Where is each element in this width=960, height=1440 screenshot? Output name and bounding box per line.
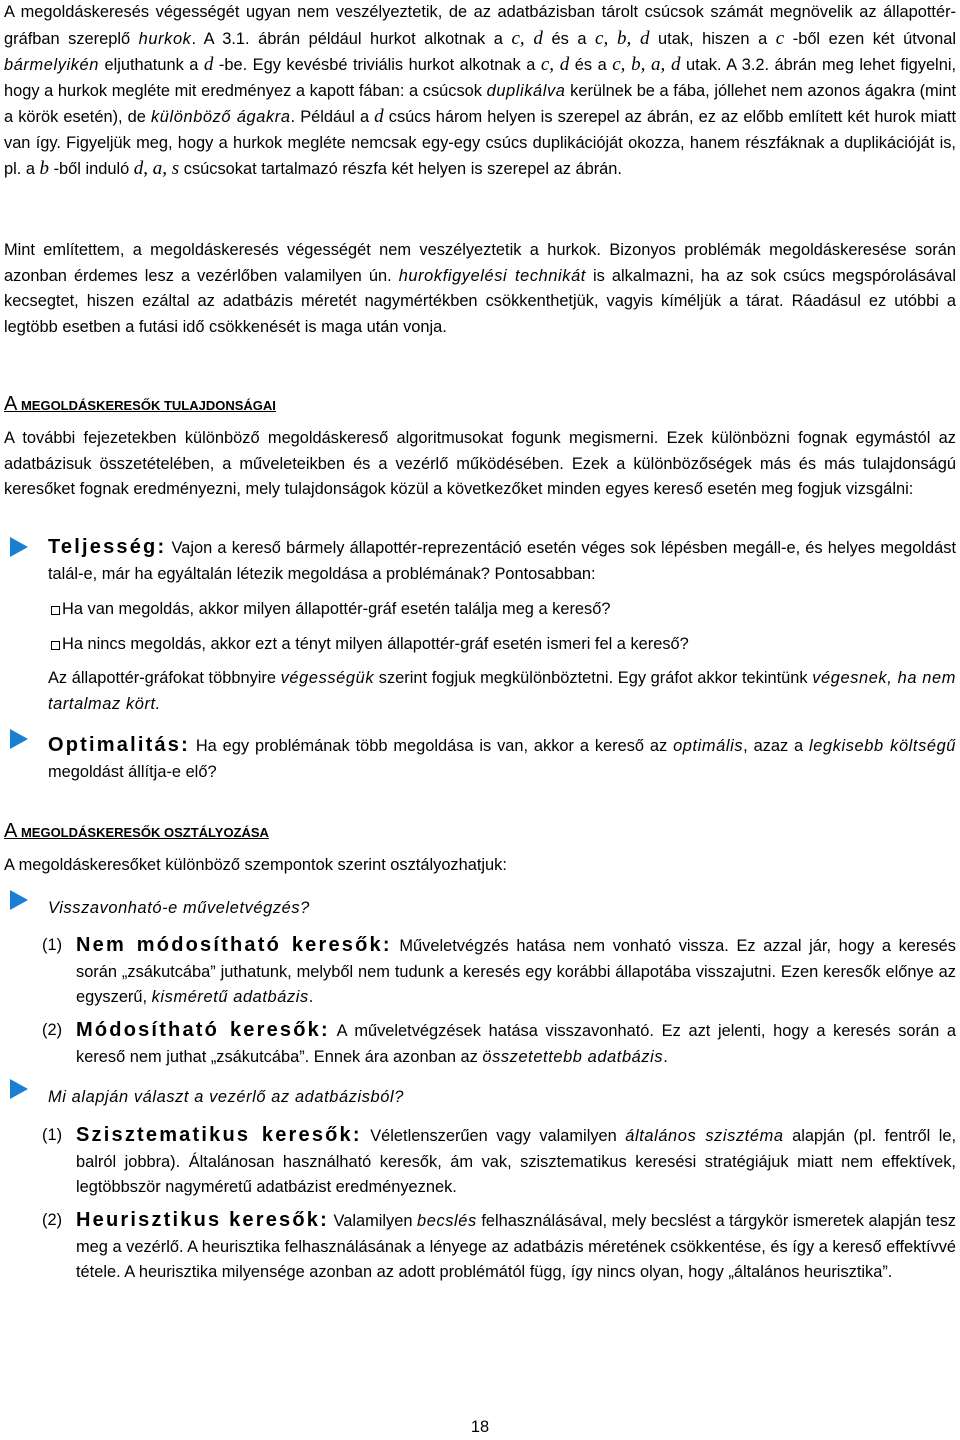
square-bullet-icon xyxy=(51,606,60,615)
term-heuristic: Heurisztikus keresők: xyxy=(76,1209,329,1231)
arrow-bullet-icon xyxy=(10,537,28,557)
question-selection-basis: Mi alapján választ a vezérlő az adatbázisból? xyxy=(4,1085,956,1111)
list-item-systematic-search: (1) Szisztematikus keresők: Véletlenszerűen vagy valamilyen általános szisztéma alapján (pl. fentről le, balról jobbra). Általánosan használható keresők, ám vak, szisztematikus keresési stratégiájuk miatt nem effektívek, legtöbbször nagyméretű adatbázist eredményeznek. xyxy=(42,1124,957,1196)
square-bullet-icon xyxy=(51,641,60,650)
term-irreversible: Nem módosítható keresők: xyxy=(76,934,392,956)
list-item-no-solution: Ha nincs megoldás, akkor ezt a tényt milyen állapottér-gráf esetén ismeri fel a kereső? xyxy=(4,632,956,658)
list-item-completeness: Teljesség: Vajon a kereső bármely állapottér-reprezentáció esetén véges sok lépésben megáll-e, és helyes megoldást talál-e, már ha egyáltalán létezik megoldása a problémának? Pontosabban: xyxy=(4,535,956,587)
list-item-optimality: Optimalitás: Ha egy problémának több megoldása is van, akkor a kereső az optimális, azaz a legkisebb költségű megoldást állítja-e elő? xyxy=(4,733,956,785)
term-optimality: Optimalitás: xyxy=(48,734,190,756)
paragraph-graph-finiteness: Az állapottér-gráfokat többnyire végességük szerint fogjuk megkülönböztetni. Egy gráfot akkor tekintünk végesnek, ha nem tartalmaz kört. xyxy=(48,669,956,713)
list-item-solution-exists: Ha van megoldás, akkor milyen állapottér-gráf esetén találja meg a kereső? xyxy=(4,597,956,623)
paragraph-properties-intro: A további fejezetekben különböző megoldáskereső algoritmusokat fogunk megismerni. Ezek különbözni fognak egymástól az adatbázisuk összetételében, a műveleteikben és a vezérlő működésében. Ezek a különbözőségek más és más tulajdonságú keresőket fognak eredményezni, mely tulajdonságok közül a következőket minden egyes kereső esetén meg fogjuk vizsgálni: xyxy=(4,429,956,498)
section-heading-classification: A MEGOLDÁSKERESŐK OSZTÁLYOZÁSA xyxy=(4,820,269,842)
arrow-bullet-icon xyxy=(10,890,28,910)
arrow-bullet-icon xyxy=(10,729,28,749)
term-completeness: Teljesség: xyxy=(48,536,167,558)
term-systematic: Szisztematikus keresők: xyxy=(76,1124,362,1146)
list-item-reversible-search: (2) Módosítható keresők: A műveletvégzések hatása visszavonható. Ez azt jelenti, hogy a keresés során a kereső nem juthat „zsákutcába”. Ennek ára azonban az összetettebb adatbázis. xyxy=(42,1019,957,1066)
list-item-irreversible-search: (1) Nem módosítható keresők: Műveletvégzés hatása nem vonható vissza. Ez azzal jár, hogy a keresés során „zsákutcába” juthatunk, melyből nem tudunk a keresés egy korábbi állapotába visszajutni. Ezen keresők előnye az egyszerű, kisméretű adatbázis. xyxy=(42,934,956,1006)
paragraph-loop-detection: Mint említettem, a megoldáskeresés végességét nem veszélyeztetik a hurkok. Bizonyos problémák megoldáskeresése során azonban érdemes lesz a vezérlőben valamilyen ún. hurokfigyelési technikát is alkalmazni, ha az sok csúcs megspórolásával kecsegtet, hiszen ezáltal az adatbázis méretét nagymértékben csökkenthetjük, vagyis kíméljük a tárat. Ráadásul ez utóbbi a legtöbb esetben a futási idő csökkenését is maga után vonja. xyxy=(4,241,956,336)
list-item-heuristic-search: (2) Heurisztikus keresők: Valamilyen becslés felhasználásával, mely becslést a tárgykör ismeretek alapján tesz meg a vezérlő. A heurisztika felhasználásának a lényege az adatbázis méretének csökkentése, és így a kereső effektívvé tétele. A heurisztika milyensége azonban az adott problémától függ, így nincs olyan, hogy „általános heurisztika”. xyxy=(42,1209,957,1281)
term-reversible: Módosítható keresők: xyxy=(76,1019,330,1041)
question-reversible: Visszavonható-e műveletvégzés? xyxy=(4,896,956,922)
arrow-bullet-icon xyxy=(10,1079,28,1099)
page-number: 18 xyxy=(470,1418,490,1436)
paragraph-loops: A megoldáskeresés végességét ugyan nem veszélyeztetik, de az adatbázisban tárolt csúcsok számát megnövelik az állapottér-gráfban szereplő hurkok. A 3.1. ábrán például hurkot alkotnak a c, d és a c, b, d utak, hiszen a c -ből ezen két útvonal bármelyikén eljuthatunk a d -be. Egy kevésbé triviális hurkot alkotnak a c, d és a c, b, a, d utak. A 3.2. ábrán meg lehet figyelni, hogy a hurkok megléte mit eredményez a kapott fában: a csúcsok duplikálva kerülnek be a fába, jóllehet nem azonos ágakra (mint a körök esetén), de különböző ágakra. Például a d csúcs három helyen is szerepel az ábrán, ez az előbb említett két hurok miatt van így. Figyeljük meg, hogy a hurkok megléte nemcsak egy-egy csúcs duplikációját okozza, hanem részfáknak a duplikációját is, pl. a b -ből induló d, a, s csúcsokat tartalmazó részfa két helyen is szerepel az ábrán. xyxy=(4,3,957,179)
paragraph-classification-intro: A megoldáskeresőket különböző szempontok szerint osztályozhatjuk: xyxy=(4,856,507,874)
section-heading-properties: A MEGOLDÁSKERESŐK TULAJDONSÁGAI xyxy=(4,393,276,415)
